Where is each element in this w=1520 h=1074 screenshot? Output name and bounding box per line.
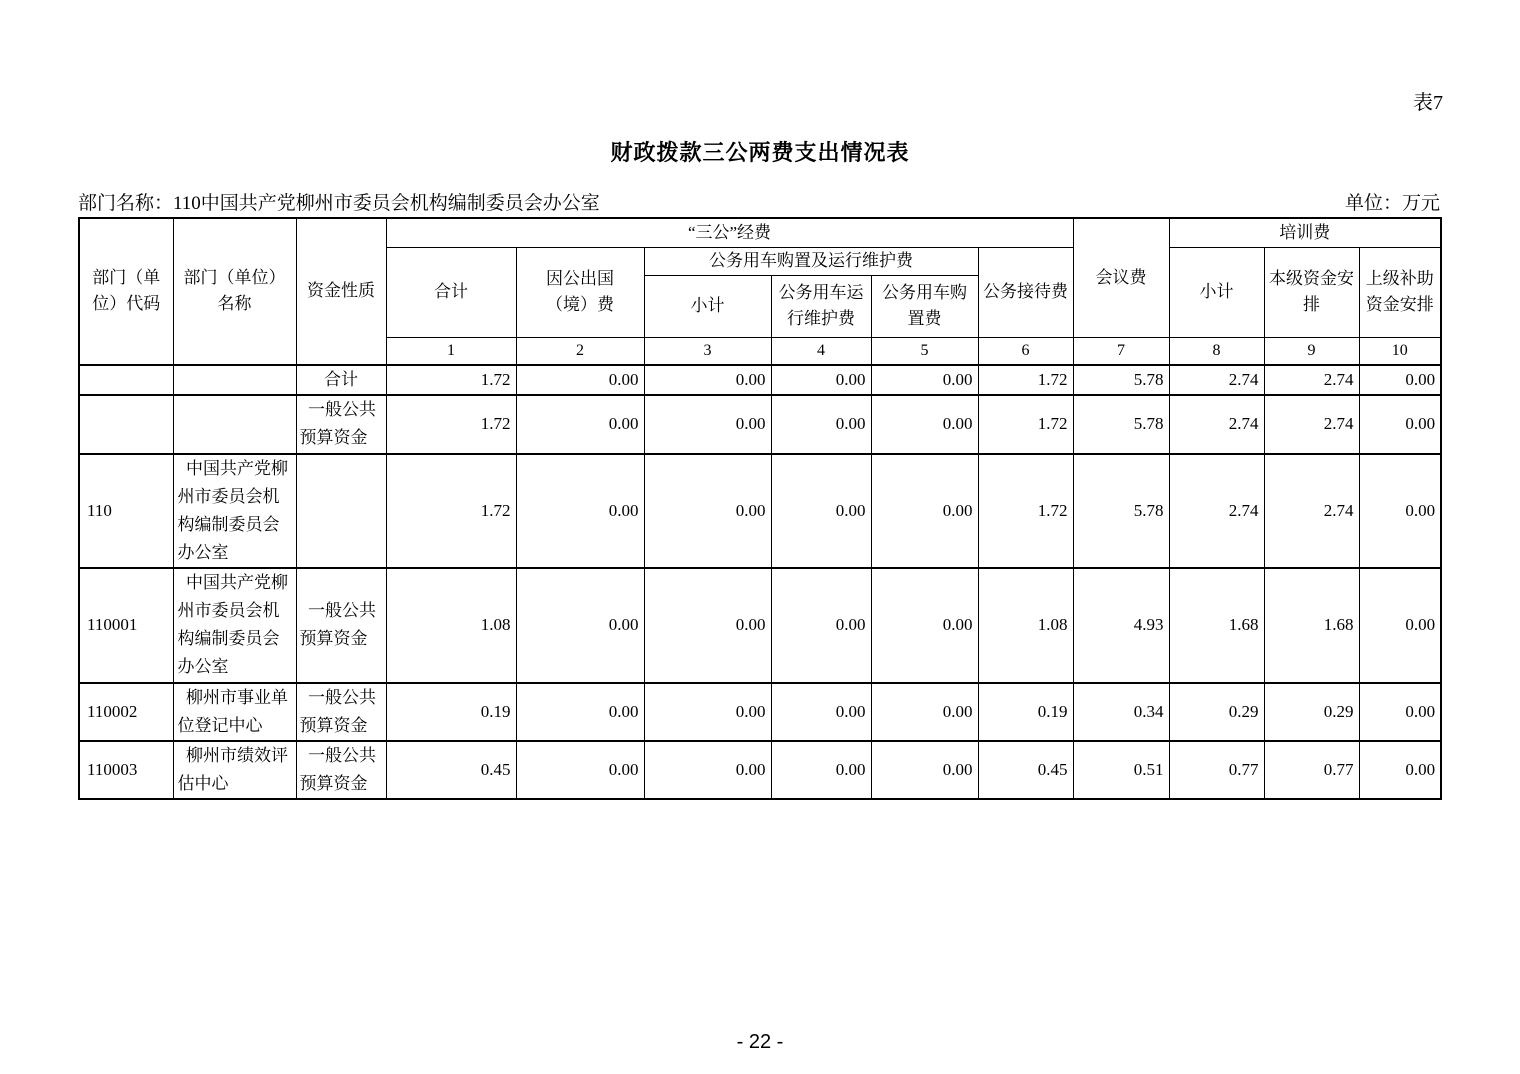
header-group-vehicle: 公务用车购置及运行维护费 (644, 247, 978, 275)
value-cell: 0.00 (644, 365, 771, 395)
expenditure-table (78, 217, 1442, 800)
header-training-subtotal: 小计 (1169, 247, 1264, 337)
value-cell: 0.00 (516, 395, 644, 454)
value-cell: 0.51 (1073, 741, 1169, 799)
header-dept-name: 部门（单位）名称 (173, 218, 296, 365)
fund-cell (296, 454, 386, 568)
value-cell: 0.00 (771, 741, 871, 799)
value-cell: 0.00 (644, 741, 771, 799)
table-row (79, 683, 1441, 741)
header-reception-fee: 公务接待费 (978, 247, 1073, 337)
page-title: 财政拨款三公两费支出情况表 (610, 140, 910, 165)
meta-row (78, 188, 1440, 215)
column-number-cell: 10 (1359, 337, 1441, 365)
value-cell: 0.77 (1264, 741, 1359, 799)
column-number-cell: 9 (1264, 337, 1359, 365)
value-cell: 0.00 (1359, 365, 1441, 395)
column-number-cell: 8 (1169, 337, 1264, 365)
column-number-cell: 2 (516, 337, 644, 365)
value-cell: 4.93 (1073, 568, 1169, 683)
value-cell: 1.08 (978, 568, 1073, 683)
value-cell: 0.00 (644, 454, 771, 568)
value-cell: 0.00 (771, 395, 871, 454)
value-cell: 0.00 (771, 568, 871, 683)
name-cell: 柳州市绩效评估中心 (173, 741, 296, 799)
header-vehicle-subtotal: 小计 (644, 275, 771, 337)
name-cell (173, 395, 296, 454)
header-fund-nature: 资金性质 (296, 218, 386, 365)
name-cell: 中国共产党柳州市委员会机构编制委员会办公室 (173, 568, 296, 683)
value-cell: 2.74 (1169, 395, 1264, 454)
value-cell: 5.78 (1073, 365, 1169, 395)
value-cell: 0.00 (871, 395, 978, 454)
value-cell: 1.68 (1169, 568, 1264, 683)
value-cell: 1.72 (386, 454, 516, 568)
code-cell (79, 395, 173, 454)
value-cell: 0.34 (1073, 683, 1169, 741)
value-cell: 1.08 (386, 568, 516, 683)
value-cell: 1.68 (1264, 568, 1359, 683)
value-cell: 0.00 (871, 741, 978, 799)
table-row (79, 741, 1441, 799)
fund-cell: 一般公共预算资金 (296, 741, 386, 799)
value-cell: 0.00 (1359, 568, 1441, 683)
code-cell (79, 365, 173, 395)
value-cell: 0.77 (1169, 741, 1264, 799)
value-cell: 2.74 (1264, 365, 1359, 395)
header-total: 合计 (386, 247, 516, 337)
header-training-own: 本级资金安排 (1264, 247, 1359, 337)
value-cell: 0.00 (1359, 395, 1441, 454)
value-cell: 0.00 (871, 365, 978, 395)
value-cell: 0.00 (644, 568, 771, 683)
column-number-cell: 1 (386, 337, 516, 365)
value-cell: 0.00 (516, 365, 644, 395)
column-number-cell: 4 (771, 337, 871, 365)
value-cell: 0.00 (771, 683, 871, 741)
name-cell (173, 365, 296, 395)
header-meeting-fee: 会议费 (1073, 218, 1169, 337)
table-row (79, 568, 1441, 683)
code-cell: 110002 (79, 683, 173, 741)
value-cell: 2.74 (1264, 454, 1359, 568)
value-cell: 0.00 (871, 683, 978, 741)
value-cell: 2.74 (1169, 454, 1264, 568)
header-group-sangong: “三公”经费 (386, 218, 1073, 247)
value-cell: 0.45 (978, 741, 1073, 799)
value-cell: 0.45 (386, 741, 516, 799)
header-group-training: 培训费 (1169, 218, 1441, 247)
page-number: - 22 - (736, 1031, 784, 1053)
column-number-cell: 7 (1073, 337, 1169, 365)
value-cell: 0.29 (1169, 683, 1264, 741)
table-row (79, 454, 1441, 568)
value-cell: 0.00 (1359, 683, 1441, 741)
value-cell: 0.00 (1359, 454, 1441, 568)
header-dept-code: 部门（单位）代码 (79, 218, 173, 365)
name-cell: 中国共产党柳州市委员会机构编制委员会办公室 (173, 454, 296, 568)
value-cell: 0.19 (978, 683, 1073, 741)
table-row (79, 365, 1441, 395)
value-cell: 5.78 (1073, 454, 1169, 568)
header-training-superior: 上级补助资金安排 (1359, 247, 1441, 337)
value-cell: 0.00 (516, 683, 644, 741)
fund-cell: 一般公共预算资金 (296, 395, 386, 454)
value-cell: 1.72 (978, 395, 1073, 454)
header-vehicle-purchase: 公务用车购置费 (871, 275, 978, 337)
fund-cell: 合计 (296, 365, 386, 395)
value-cell: 0.00 (871, 454, 978, 568)
column-number-cell: 6 (978, 337, 1073, 365)
table-row (79, 395, 1441, 454)
fund-cell: 一般公共预算资金 (296, 683, 386, 741)
unit-label: 单位：万元 (1344, 193, 1440, 214)
fund-cell: 一般公共预算资金 (296, 568, 386, 683)
value-cell: 0.00 (644, 395, 771, 454)
name-cell: 柳州市事业单位登记中心 (173, 683, 296, 741)
column-number-cell: 3 (644, 337, 771, 365)
value-cell: 1.72 (978, 454, 1073, 568)
header-abroad-fee: 因公出国（境）费 (516, 247, 644, 337)
value-cell: 0.00 (516, 741, 644, 799)
value-cell: 1.72 (978, 365, 1073, 395)
value-cell: 0.00 (871, 568, 978, 683)
code-cell: 110003 (79, 741, 173, 799)
value-cell: 5.78 (1073, 395, 1169, 454)
code-cell: 110 (79, 454, 173, 568)
value-cell: 0.00 (516, 568, 644, 683)
department-name-label: 部门名称：110中国共产党柳州市委员会机构编制委员会办公室 (78, 193, 600, 214)
value-cell: 1.72 (386, 395, 516, 454)
value-cell: 0.00 (516, 454, 644, 568)
value-cell: 0.00 (771, 365, 871, 395)
value-cell: 0.00 (1359, 741, 1441, 799)
value-cell: 0.19 (386, 683, 516, 741)
code-cell: 110001 (79, 568, 173, 683)
table-number-label: 表7 (1413, 92, 1443, 114)
value-cell: 1.72 (386, 365, 516, 395)
column-number-cell: 5 (871, 337, 978, 365)
value-cell: 2.74 (1264, 395, 1359, 454)
value-cell: 0.29 (1264, 683, 1359, 741)
value-cell: 0.00 (771, 454, 871, 568)
header-vehicle-maintenance: 公务用车运行维护费 (771, 275, 871, 337)
value-cell: 2.74 (1169, 365, 1264, 395)
value-cell: 0.00 (644, 683, 771, 741)
